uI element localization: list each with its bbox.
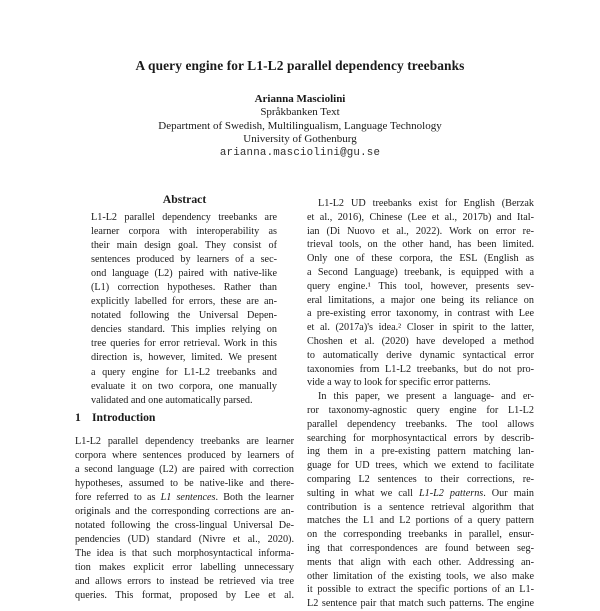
text-line: Only one of these corpora, the ESL (English as <box>307 253 534 265</box>
text-line: a query engine for L1-L2 treebanks and <box>91 366 277 378</box>
affiliation-line: University of Gothenburg <box>243 132 357 145</box>
text-line: corpora where sentences produced by learners of <box>75 450 294 461</box>
text-line: a Second Language) treebank, is equipped with a <box>307 266 534 278</box>
section-title: Introduction <box>92 411 156 424</box>
abstract-heading: Abstract <box>162 193 207 206</box>
text-line: taxonomies from L1-L2 treebanks, but do not pro- <box>307 363 534 375</box>
text-line: a second language (L2) are paired with correction <box>75 464 294 475</box>
text-line: (L1) correction hypotheses. Rather than <box>91 282 277 294</box>
text-line: notated following the cross-lingual Universal De- <box>75 520 294 531</box>
text-line: comparing L2 sentences to their corrections, re- <box>307 473 534 485</box>
text-line: notated following the Universal Depen- <box>91 310 277 322</box>
text-line: ian (Di Nuovo et al., 2022). Work on error re- <box>307 225 534 237</box>
text-line: to automatically derive dynamic syntactical error <box>307 349 534 361</box>
text-line: ror taxonomy-agnostic query engine for L1-L2 <box>307 404 534 416</box>
author-name: Arianna Masciolini <box>254 93 346 105</box>
text-line: their main design goal. They consist of <box>91 240 277 252</box>
text-line: originals and the corresponding corrections are an- <box>75 506 294 517</box>
text-line: L1-L2 parallel dependency treebanks are <box>91 212 277 223</box>
text-line: tree queries for error retrieval. Work in this <box>91 338 277 350</box>
text-line: tion makes explicit error labelling unnecessary <box>75 562 294 573</box>
text-line: learner corpora with interoperability as <box>91 226 277 238</box>
abstract-text <box>91 211 277 408</box>
text-line: pendencies (UD) standard (Nivre et al., 2020). <box>75 534 294 545</box>
text-line: trieval tools, on the other hand, has been limited. <box>307 239 534 251</box>
text-line: hypotheses, assumed to be native-like and there- <box>75 478 294 489</box>
text-line: evaluate it on two corpora, one manually <box>91 380 277 392</box>
text-line: ing that correspondences are found between seg- <box>307 542 534 554</box>
text-line: searching for morphosyntactical errors by describ- <box>307 432 534 444</box>
text-line: contribution is a sentence retrieval algorithm that <box>307 501 534 513</box>
text-line: L1-L2 UD treebanks exist for English (Berzak <box>318 198 534 209</box>
text-line: eral limitations, a major one being its reliance on <box>307 294 534 306</box>
intro-column-right <box>307 197 534 611</box>
text-line: sentences produced by learners of a sec- <box>91 254 277 266</box>
text-line: and allows errors to instead be retrieved via tree <box>75 576 294 587</box>
text-line: queries. This format, proposed by Lee et al. <box>75 590 294 601</box>
text-line: ond language (L2) paired with native-like <box>91 268 277 280</box>
paper-title: A query engine for L1-L2 parallel dependency treebanks <box>135 58 465 73</box>
text-line: In this paper, we present a language- and er- <box>318 391 534 403</box>
text-line: vide a way to look for specific error patterns. <box>307 377 491 389</box>
text-line: on the corresponding treebanks in parallel, ensur- <box>307 529 534 541</box>
text-line: validated and one automatically parsed. <box>91 394 253 406</box>
text-line: a pre-existing error taxonomy, in contrast with Lee <box>307 308 534 320</box>
text-line: other limitation of the existing tools, we also make <box>307 570 534 582</box>
text-line: guage for UD trees, which we extend to facilitate <box>307 460 534 472</box>
text-line: Choshen et al. (2020) have developed a method <box>307 335 534 347</box>
text-line: it possible to extract the specific portions of an L1- <box>307 584 534 596</box>
text-line: et al. (2017a)'s idea.² Closer in spirit to the latter, <box>307 322 534 334</box>
text-line: direction is, however, limited. We present <box>91 352 277 364</box>
text-line: matches the L1 and L2 portions of a query pattern <box>307 515 534 527</box>
text-line: dencies standard. This implies relying on <box>91 324 277 336</box>
text-line: L1-L2 parallel dependency treebanks are learner <box>75 436 294 447</box>
section-heading-introduction <box>75 411 294 424</box>
text-line: fore referred to as L1 sentences. Both the learner <box>75 492 294 503</box>
author-block <box>0 93 600 160</box>
text-line: explicitly labelled for errors, these are an- <box>91 296 277 308</box>
text-line: The idea is that such morphosyntactical informa- <box>75 548 294 559</box>
text-line: et al., 2016), Chinese (Lee et al., 2017b) and Ital- <box>307 211 534 223</box>
affiliation-line: Department of Swedish, Multilingualism, Language Technology <box>158 119 442 132</box>
text-line: parallel dependency treebanks. The tool allows <box>307 418 534 430</box>
text-line: sulting in what we call L1-L2 patterns. Our main <box>307 487 534 499</box>
text-line: ing them in a pre-existing pattern matching lan- <box>307 446 534 458</box>
affiliation-line: Språkbanken Text <box>260 106 340 119</box>
text-line: L2 sentence pair that match such patterns. The engine <box>307 598 534 610</box>
text-line: query engine.¹ This tool, however, presents sev- <box>307 280 534 292</box>
text-line: ments that align with each other. Addressing an- <box>307 556 534 568</box>
author-email: arianna.masciolini@gu.se <box>219 147 381 160</box>
intro-column-left <box>75 435 294 603</box>
section-number: 1 <box>75 411 81 424</box>
